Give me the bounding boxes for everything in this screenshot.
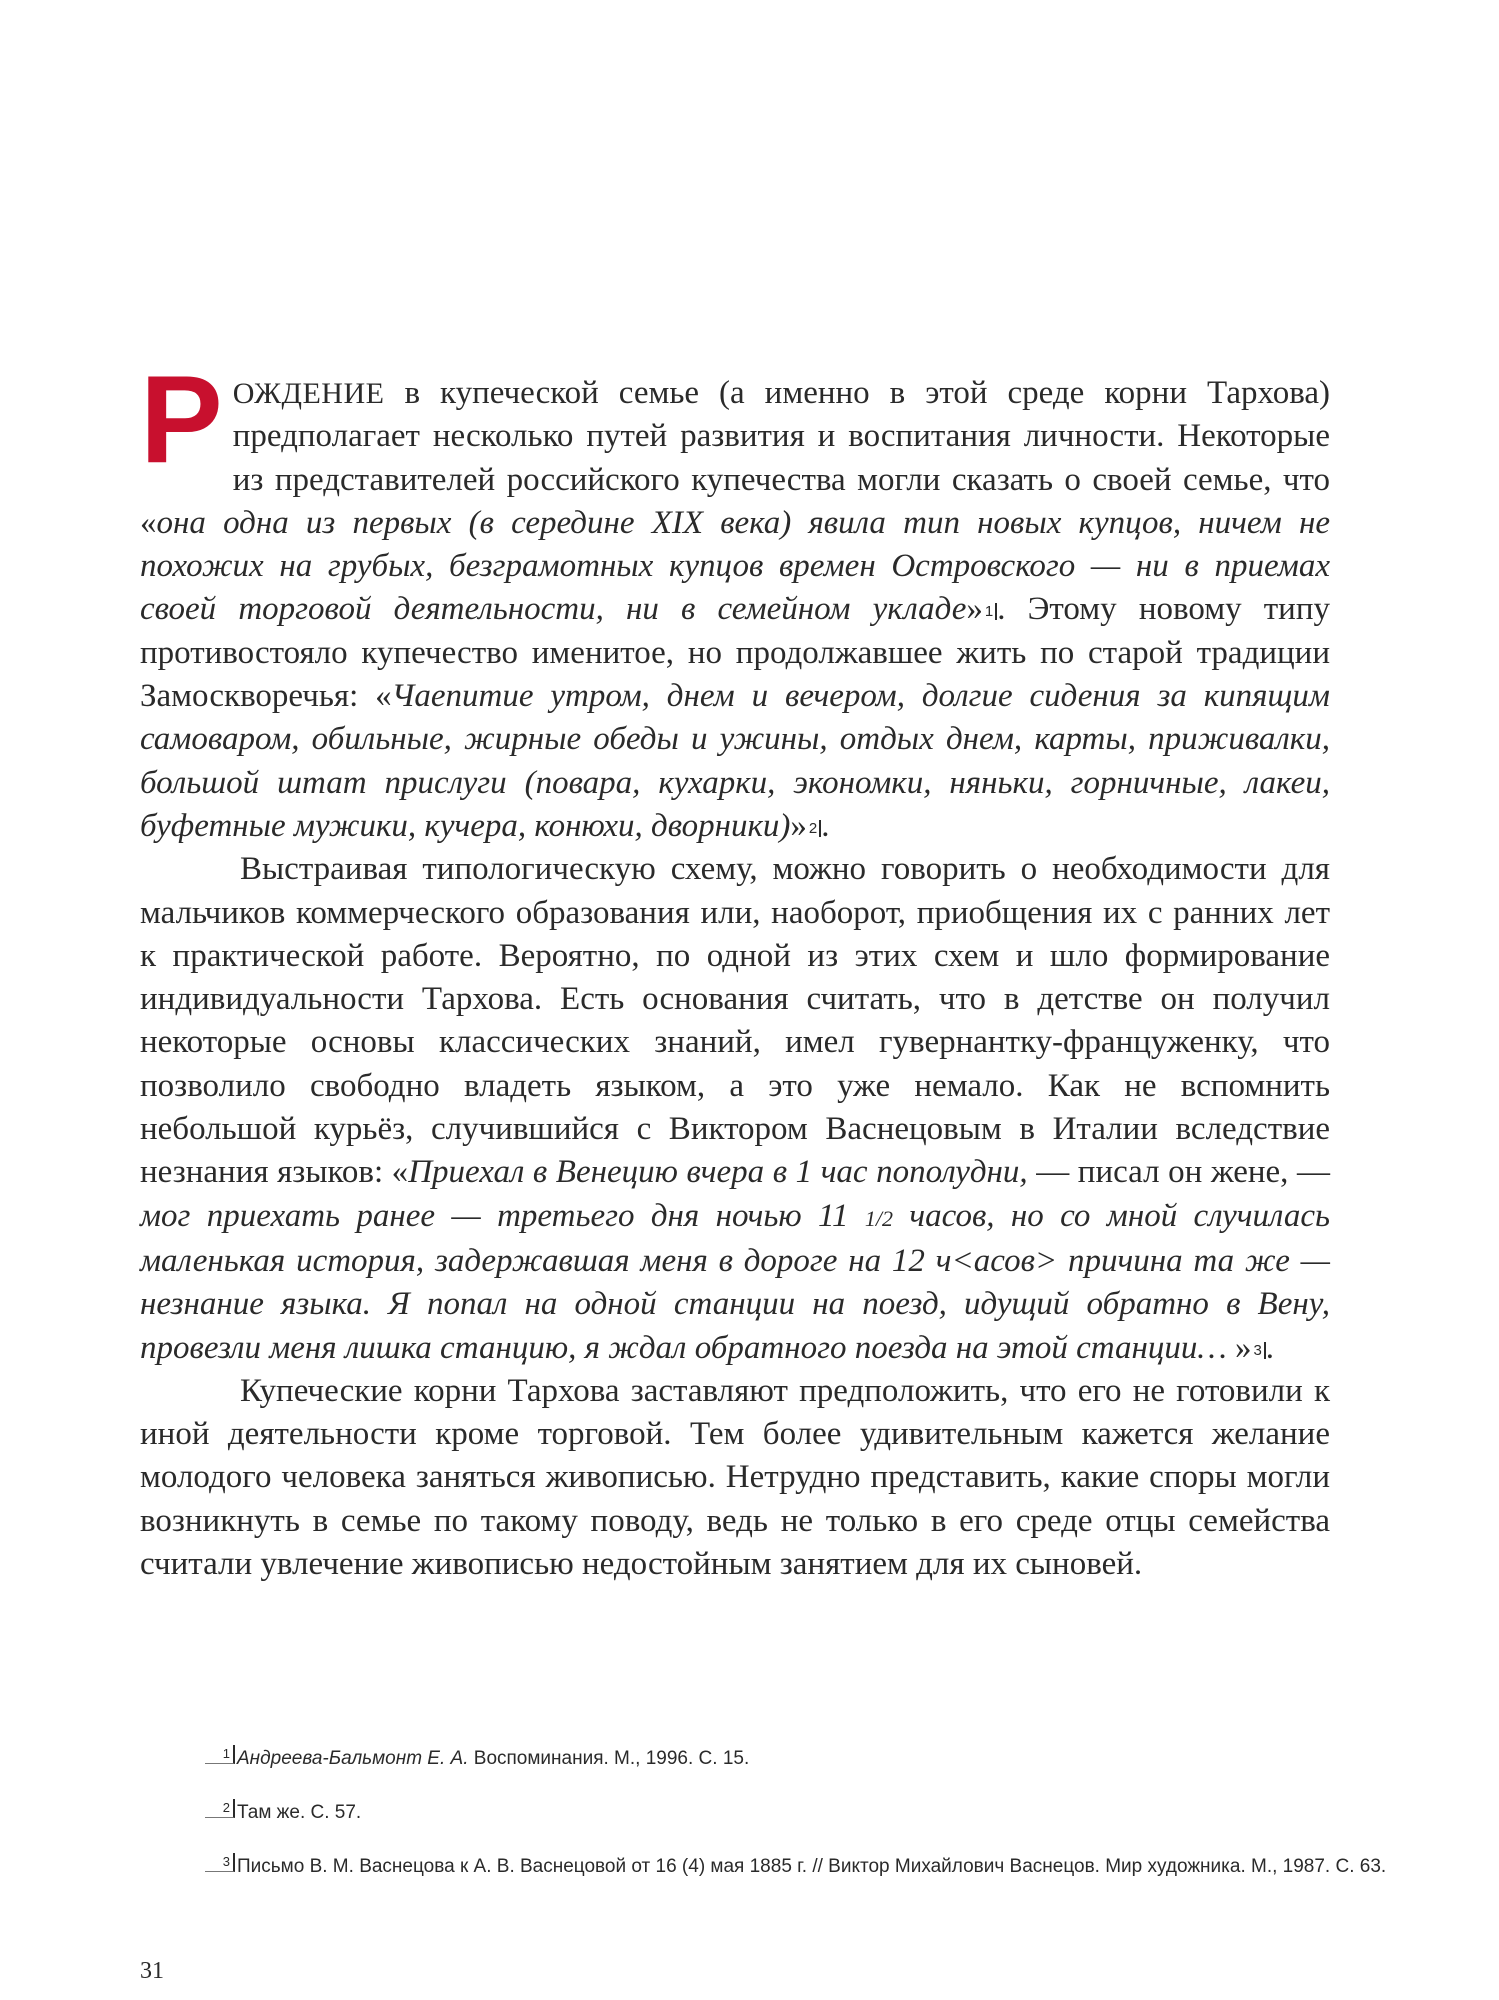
text-run: .: [1265, 1329, 1275, 1366]
footnote-ref-1[interactable]: 1: [985, 603, 997, 620]
footnote-number: 1: [205, 1745, 235, 1764]
page-number: 31: [140, 1958, 164, 1984]
footnote-1: [222, 1745, 1407, 1773]
footnote-text: Там же. С. 57.: [237, 1802, 362, 1823]
text-run: в купеческой семье (а именно в этой среде корни Тархова) предполагает несколько путей развития и воспитания личности. Некоторые из представителей российского купечества могли сказать о своей семье, что «: [140, 375, 1330, 541]
footnote-number: 3: [205, 1853, 235, 1872]
text-run: Выстраивая типологическую схему, можно говорить о необходимости для мальчиков коммерческого образования или, наоборот, приобщения их с ранних лет к практической работе. Вероятно, по одной из этих схем и шло формирование индивидуальности Тархова. Есть основания считать, что в детстве он получил некоторые основы классических знаний, имел гувернантку-француженку, что позволило свободно владеть языком, а это уже немало. Как не вспомнить небольшой курьёз, случившийся с Виктором Васнецовым в Италии вследствие незнания языков: «: [140, 851, 1330, 1191]
quote-italic: она одна из первых (в середине XIX века) явила тип новых купцов, ничем не похожих на грубых, безграмотных купцов времен Островского — ни в приемах своей торговой деятельности, ни в семейном укладе: [140, 504, 1330, 628]
quote-italic: Приехал в Венецию вчера в 1 час пополудни,: [408, 1154, 1028, 1191]
quote-italic: часов, но со мной случилась маленькая история, задержавшая меня в дороге на 12 ч<асов> причина та же — незнание языка. Я попал на одной станции на поезд, идущий обратно в Вену, провезли меня лишка станцию, я ждал обратного поезда на этой станции…: [140, 1197, 1331, 1366]
quote-italic: мог приехать ранее — третьего дня ночью 11: [140, 1197, 865, 1234]
text-run: — писал он жене, —: [1027, 1154, 1330, 1191]
text-run: . Этому новому типу противостояло купечество именитое, но продолжавшее жить по старой традиции Замоскворечья: «: [140, 591, 1331, 715]
footnote-3: [222, 1853, 1407, 1881]
footnote-2: [222, 1799, 1407, 1827]
quote-mark: »: [1226, 1329, 1252, 1366]
paragraph-3: [140, 1370, 1330, 1586]
footnote-ref-3[interactable]: 3: [1253, 1342, 1265, 1359]
footnotes: [222, 1745, 1407, 1907]
footnote-text: Воспоминания. М., 1996. С. 15.: [468, 1748, 750, 1769]
quote-italic: Чаепитие утром, днем и вечером, долгие сидения за кипящим самоваром, обильные, жирные обеды и ужины, отдых днем, карты, приживалки, большой штат прислуги (повара, кухарки, экономки, няньки, горничные, лакеи, буфетные мужики, кучера, конюхи, дворники): [140, 678, 1330, 844]
fraction: 1/2: [864, 1205, 894, 1231]
text-run: .: [821, 807, 830, 844]
quote-mark: »: [966, 591, 983, 628]
footnote-author: Андреева-Бальмонт Е. А.: [237, 1748, 469, 1769]
main-text: [140, 351, 1331, 1586]
footnote-ref-2[interactable]: 2: [809, 820, 821, 837]
drop-cap: Р: [140, 351, 223, 489]
quote-mark: »: [790, 807, 807, 844]
footnote-text: Письмо В. М. Васнецова к А. В. Васнецовой от 16 (4) мая 1885 г. // Виктор Михайлович Васнецов. Мир художника. М., 1987. С. 63.: [237, 1856, 1387, 1877]
lead-in-smallcaps: ОЖДЕНИЕ: [232, 377, 385, 410]
text-run: Купеческие корни Тархова заставляют предположить, что его не готовили к иной деятельности кроме торговой. Тем более удивительным кажется желание молодого человека заняться живописью. Нетрудно представить, какие споры могли возникнуть в семье по такому поводу, ведь не только в его среде отцы семейства считали увлечение живописью недостойным занятием для их сыновей.: [140, 1372, 1330, 1583]
paragraph-1: [140, 351, 1331, 848]
footnote-number: 2: [205, 1799, 235, 1818]
paragraph-2: [140, 848, 1330, 1370]
